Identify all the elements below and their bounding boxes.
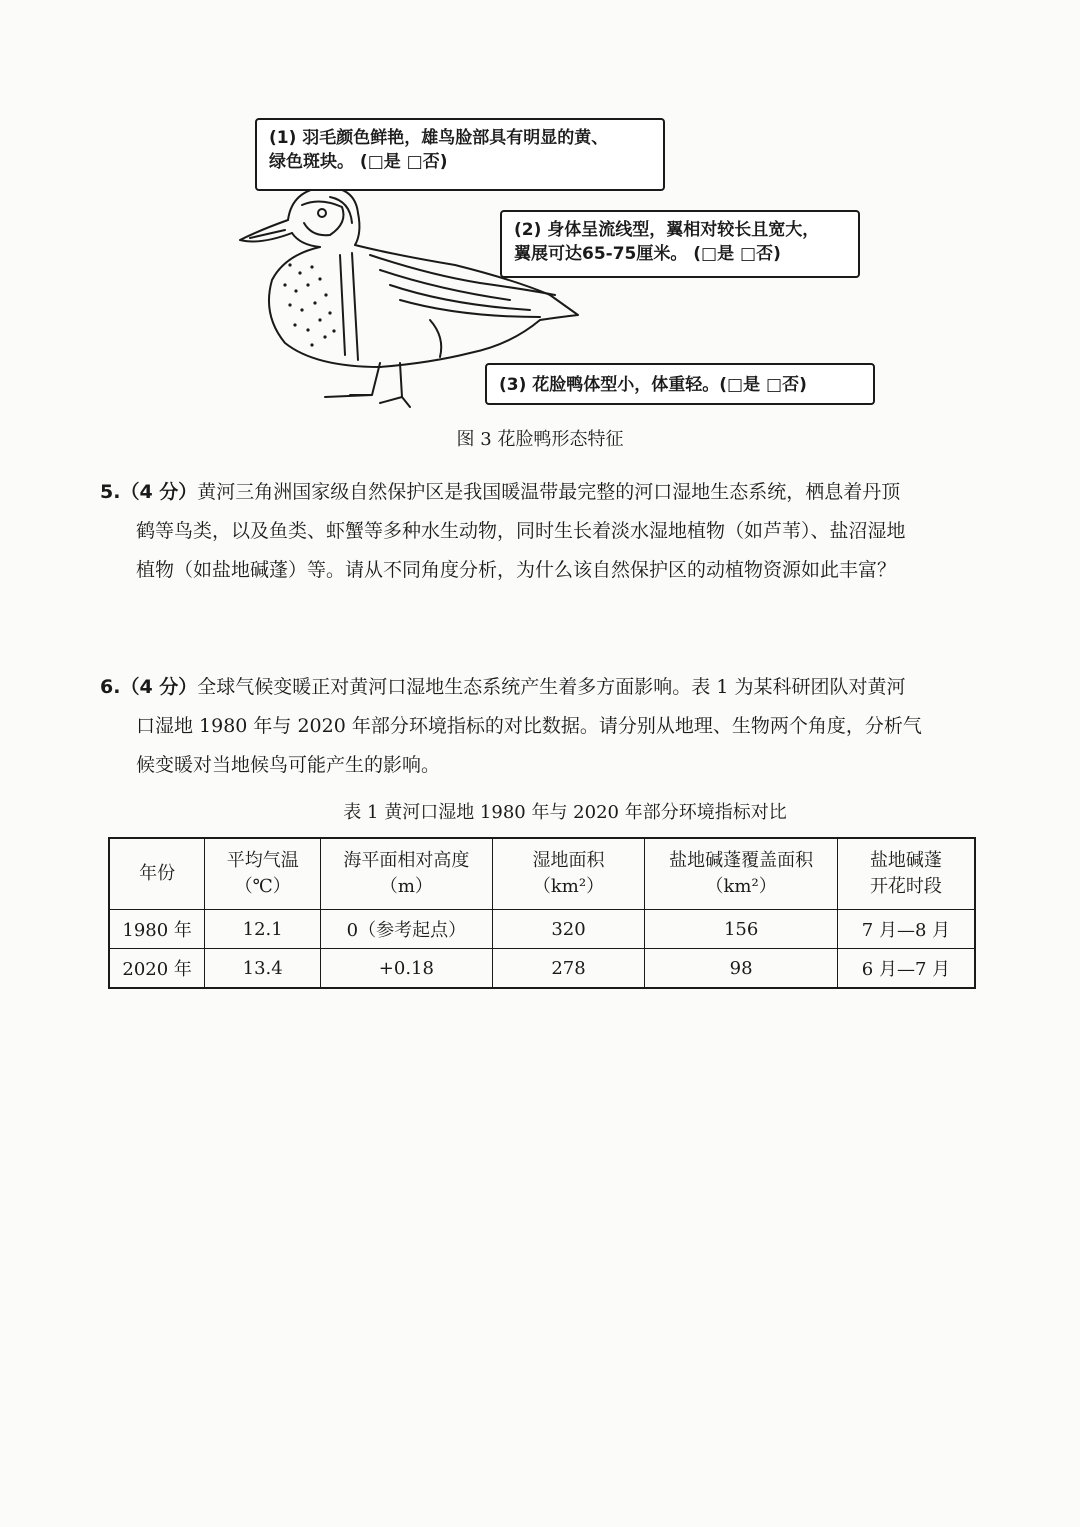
callout-1-line-2: 绿色斑块。 (□是 □否) (269, 152, 448, 172)
question-6-points: （4 分） (120, 676, 198, 698)
table-cell: +0.18 (321, 949, 493, 989)
table-cell: 156 (645, 910, 838, 949)
table-cell: 2020 年 (109, 949, 205, 989)
header-cell: 湿地面积 （km²） (492, 838, 645, 910)
question-5-line-3: 植物（如盐地碱蓬）等。请从不同角度分析，为什么该自然保护区的动植物资源如此丰富？ (136, 559, 897, 581)
header-cell: 年份 (109, 838, 205, 910)
question-6 (100, 668, 990, 785)
table-caption: 表 1 黄河口湿地 1980 年与 2020 年部分环境指标对比 (343, 802, 787, 823)
question-6-line-2: 口湿地 1980 年与 2020 年部分环境指标的对比数据。请分别从地理、生物两个角度，分析气 (136, 715, 922, 737)
question-5 (100, 473, 990, 590)
question-6-line-1: 全球气候变暖正对黄河口湿地生态系统产生着多方面影响。表 1 为某科研团队对黄河 (197, 676, 906, 698)
figure-caption: 图 3 花脸鸭形态特征 (456, 429, 624, 450)
question-5-points: （4 分） (120, 481, 198, 503)
header-cell: 海平面相对高度 （m） (321, 838, 493, 910)
table-cell: 12.1 (205, 910, 321, 949)
table-cell: 98 (645, 949, 838, 989)
table-cell: 13.4 (205, 949, 321, 989)
callout-3 (485, 363, 875, 405)
question-6-number: 6. (100, 676, 121, 698)
table-row (109, 949, 975, 989)
table-cell: 1980 年 (109, 910, 205, 949)
table-cell: 6 月—7 月 (837, 949, 975, 989)
callout-2-line-1: (2) 身体呈流线型，翼相对较长且宽大， (514, 220, 820, 240)
callout-3-text: (3) 花脸鸭体型小，体重轻。(□是 □否) (499, 375, 807, 395)
table-row (109, 910, 975, 949)
table-cell: 320 (492, 910, 645, 949)
table-header-row (109, 838, 975, 910)
question-5-line-2: 鹤等鸟类，以及鱼类、虾蟹等多种水生动物，同时生长着淡水湿地植物（如芦苇）、盐沼湿地 (136, 520, 906, 542)
callout-2 (500, 210, 860, 278)
duck-figure (230, 105, 890, 415)
callout-2-line-2: 翼展可达65-75厘米。 (□是 □否) (514, 244, 781, 264)
header-cell: 盐地碱蓬 开花时段 (837, 838, 975, 910)
table-cell: 0（参考起点） (321, 910, 493, 949)
header-cell: 平均气温 （℃） (205, 838, 321, 910)
callout-1 (255, 118, 665, 191)
table-cell: 7 月—8 月 (837, 910, 975, 949)
data-table (108, 837, 976, 989)
question-5-number: 5. (100, 481, 121, 503)
table-cell: 278 (492, 949, 645, 989)
callout-1-line-1: (1) 羽毛颜色鲜艳，雄鸟脸部具有明显的黄、 (269, 128, 609, 148)
header-cell: 盐地碱蓬覆盖面积 （km²） (645, 838, 838, 910)
question-5-line-1: 黄河三角洲国家级自然保护区是我国暖温带最完整的河口湿地生态系统，栖息着丹顶 (197, 481, 901, 503)
question-6-line-3: 候变暖对当地候鸟可能产生的影响。 (136, 754, 441, 776)
